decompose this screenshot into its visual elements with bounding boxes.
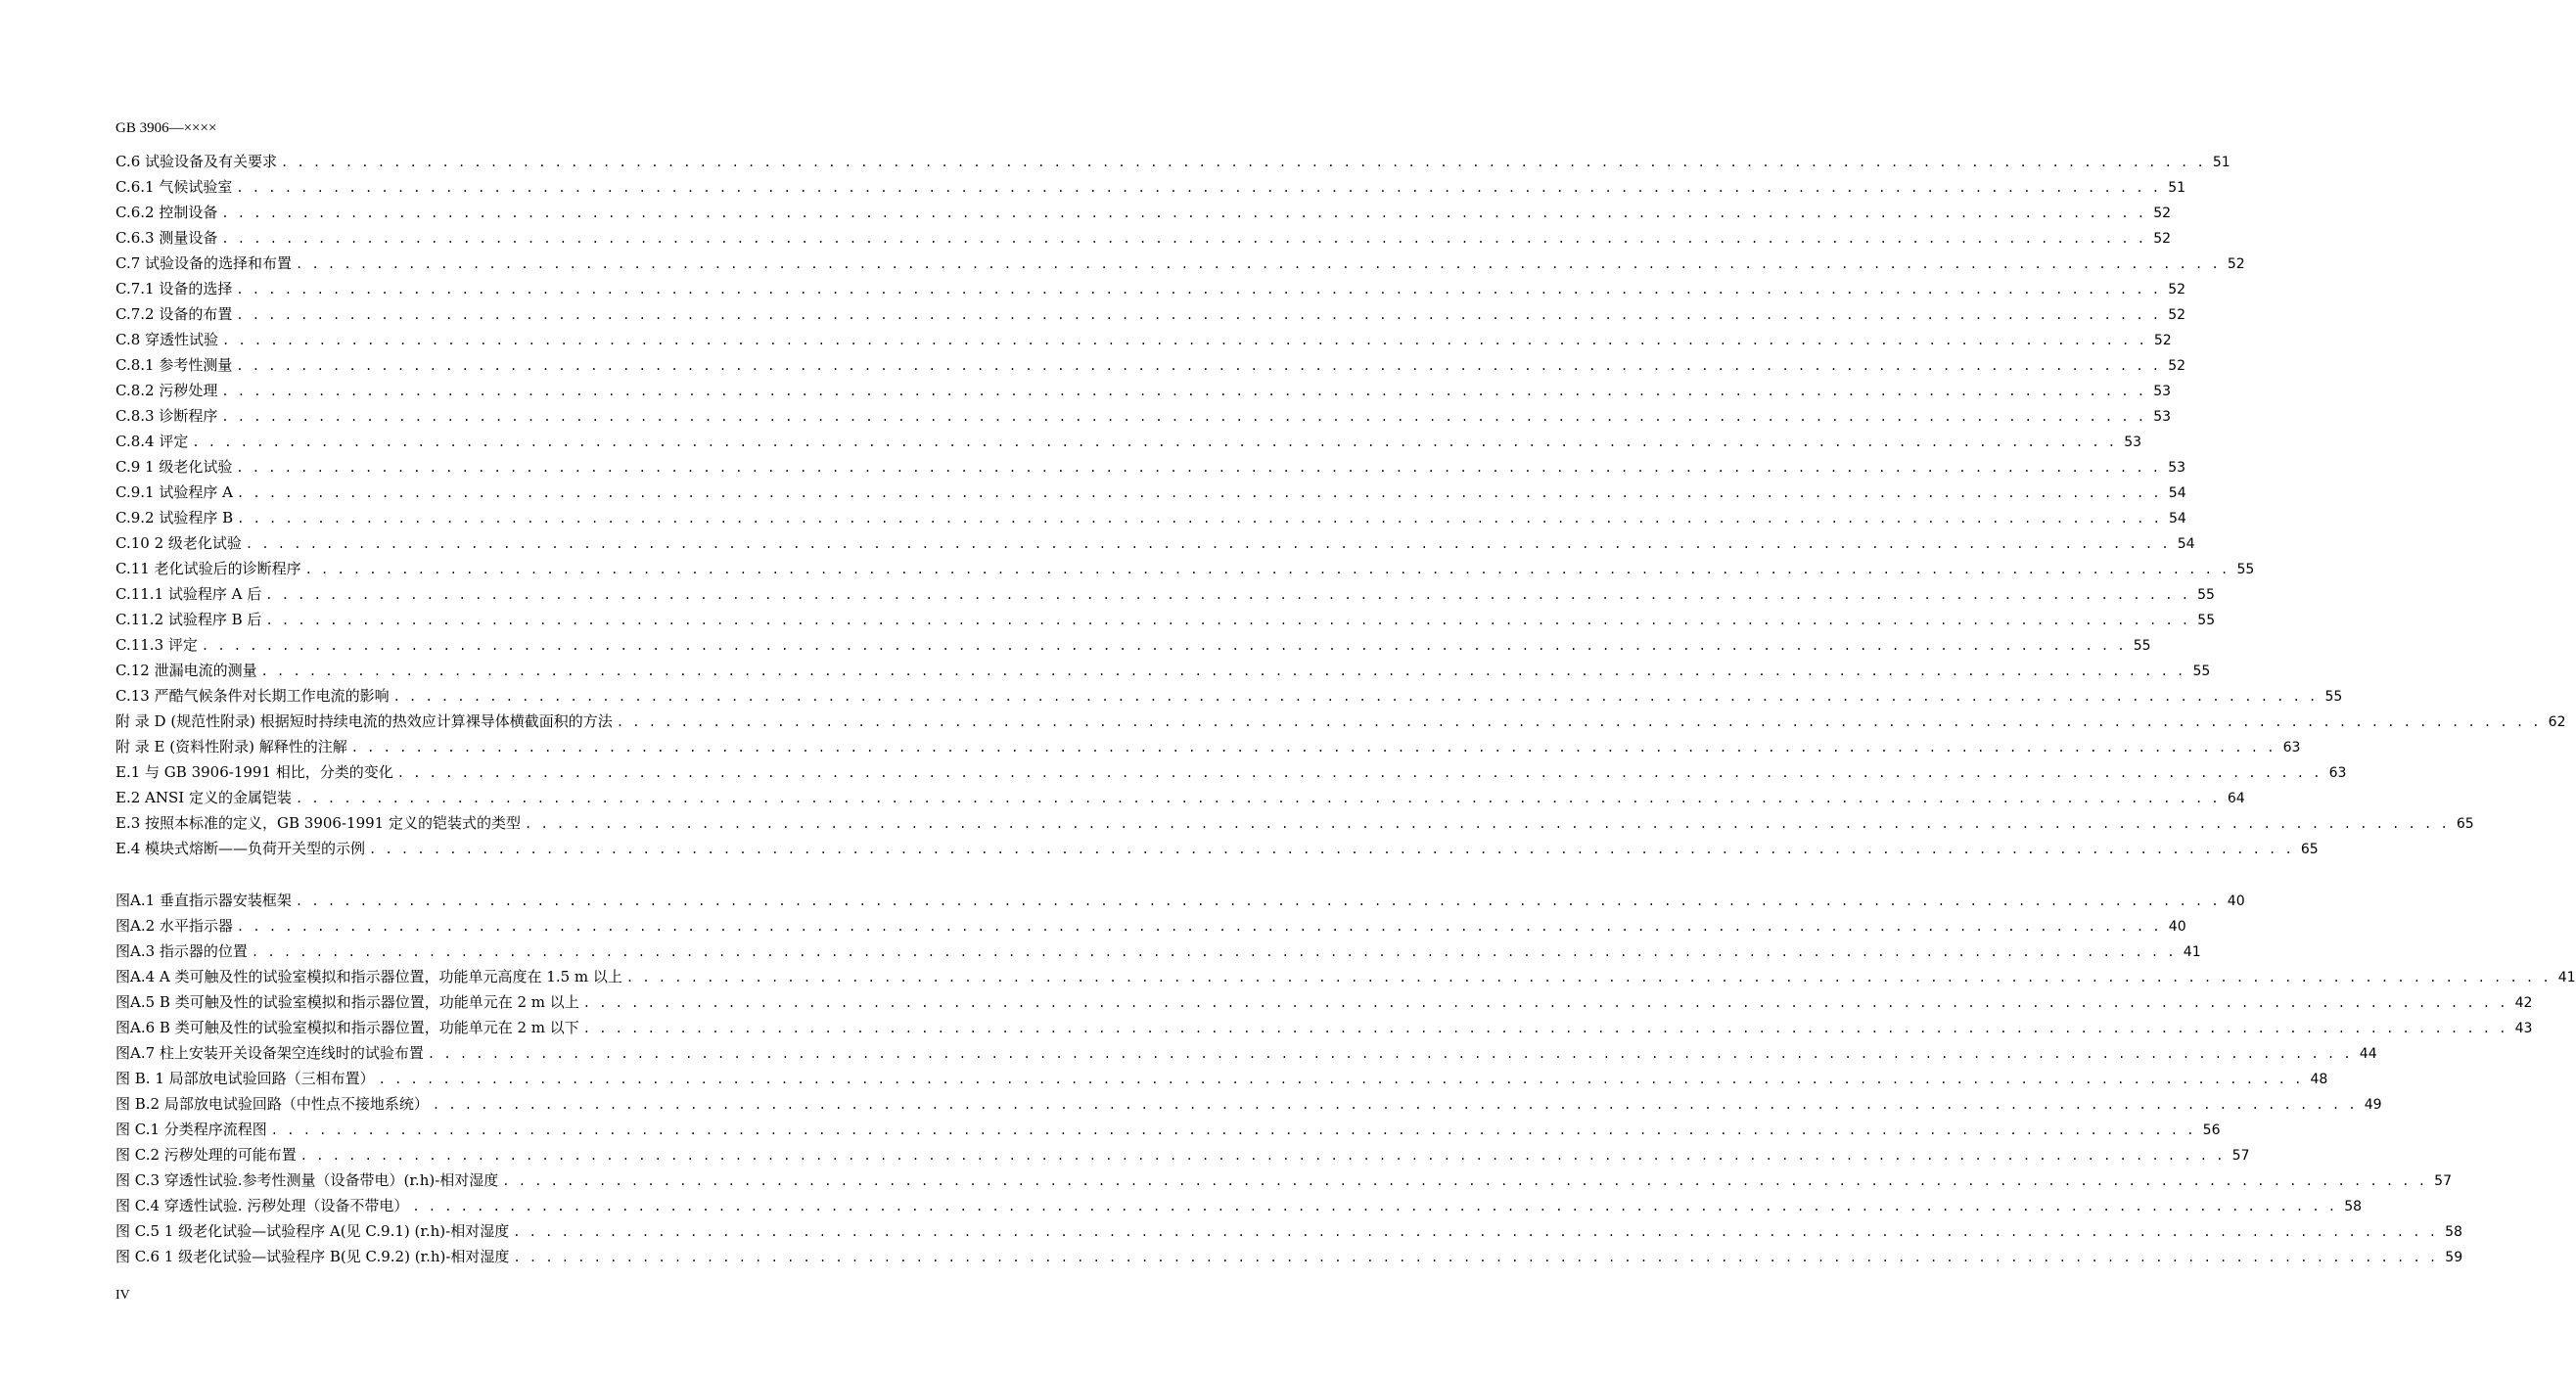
toc-entry-page: 53 xyxy=(2124,435,2142,450)
toc-entry[interactable] xyxy=(115,480,2186,505)
dot-leader: . . . . . . . . . . . . . . . . . . . . . . . . . . . . . . . . . . . . . . . . . . . . . . . . . . . . . . . . . . . . . . . . . . . . . . . . . . . . . . . . . . . . . . . . . . . . . . . . . . . . . . . . . . . . . . . . . . . . . . . . xyxy=(432,1098,2357,1112)
toc-entry-page: 55 xyxy=(2324,689,2343,705)
dot-leader: . . . . . . . . . . . . . . . . . . . . . . . . . . . . . . . . . . . . . . . . . . . . . . . . . . . . . . . . . . . . . . . . . . . . . . . . . . . . . . . . . . . . . . . . . . . . . . . . . . . . . . . . . . . . . . . . . . . . . . . . xyxy=(378,1073,2303,1086)
dot-leader: . . . . . . . . . . . . . . . . . . . . . . . . . . . . . . . . . . . . . . . . . . . . . . . . . . . . . . . . . . . . . . . . . . . . . . . . . . . . . . . . . . . . . . . . . . . . . . . . . . . . . . . . . . . . . . . . . . . . . . . . xyxy=(236,920,2161,934)
toc-entry-title: C.7 试验设备的选择和布置 xyxy=(115,254,293,272)
dot-leader: . . . . . . . . . . . . . . . . . . . . . . . . . . . . . . . . . . . . . . . . . . . . . . . . . . . . . . . . . . . . . . . . . . . . . . . . . . . . . . . . . . . . . . . . . . . . . . . . . . . . . . . . . . . . . . . . . . . . . . . . xyxy=(582,996,2507,1010)
toc-entry-title: 图 C.6 1 级老化试验—试验程序 B(见 C.9.2) (r.h)-相对湿度 xyxy=(115,1248,510,1265)
dot-leader: . . . . . . . . . . . . . . . . . . . . . . . . . . . . . . . . . . . . . . . . . . . . . . . . . . . . . . . . . . . . . . . . . . . . . . . . . . . . . . . . . . . . . . . . . . . . . . . . . . . . . . . . . . . . . . . . . . . . . . . . xyxy=(221,232,2146,246)
toc-entry[interactable] xyxy=(115,734,2301,759)
toc-entry-title: 图 C.2 污秽处理的可能布置 xyxy=(115,1146,297,1164)
dot-leader: . . . . . . . . . . . . . . . . . . . . . . . . . . . . . . . . . . . . . . . . . . . . . . . . . . . . . . . . . . . . . . . . . . . . . . . . . . . . . . . . . . . . . . . . . . . . . . . . . . . . . . . . . . . . . . . . . . . . . . . . xyxy=(369,843,2293,856)
toc-entry[interactable] xyxy=(115,607,2216,632)
toc-entry-title: C.9 1 级老化试验 xyxy=(115,458,233,476)
toc-entry[interactable] xyxy=(115,581,2215,607)
toc-entry[interactable] xyxy=(115,352,2186,378)
toc-entry-title: 图A.1 垂直指示器安装框架 xyxy=(115,892,292,909)
toc-entry-page: 43 xyxy=(2514,1021,2533,1036)
toc-entry[interactable] xyxy=(115,888,2245,913)
toc-entry-page: 52 xyxy=(2153,231,2172,247)
toc-entry-title: 图 B.2 局部放电试验回路（中性点不接地系统） xyxy=(115,1095,429,1113)
toc-entry-title: C.6 试验设备及有关要求 xyxy=(115,153,278,170)
toc-entry-page: 52 xyxy=(2227,256,2245,272)
toc-entry-title: 图 C.3 穿透性试验.参考性测量（设备带电）(r.h)-相对湿度 xyxy=(115,1171,499,1189)
dot-leader: . . . . . . . . . . . . . . . . . . . . . . . . . . . . . . . . . . . . . . . . . . . . . . . . . . . . . . . . . . . . . . . . . . . . . . . . . . . . . . . . . . . . . . . . . . . . . . . . . . . . . . . . . . . . . . . . . . . . . . . . xyxy=(236,461,2161,475)
toc-entry[interactable] xyxy=(115,378,2172,403)
toc-entry-title: C.8 穿透性试验 xyxy=(115,331,219,348)
toc-entry-title: 图 B. 1 局部放电试验回路（三相布置） xyxy=(115,1070,375,1087)
toc-entry-page: 65 xyxy=(2300,842,2319,857)
dot-leader: . . . . . . . . . . . . . . . . . . . . . . . . . . . . . . . . . . . . . . . . . . . . . . . . . . . . . . . . . . . . . . . . . . . . . . . . . . . . . . . . . . . . . . . . . . . . . . . . . . . . . . . . . . . . . . . . . . . . . . . . xyxy=(265,614,2190,627)
toc-entry[interactable] xyxy=(115,964,2576,989)
toc-entry-title: 图 C.1 分类程序流程图 xyxy=(115,1121,267,1138)
section-gap xyxy=(115,861,878,888)
dot-leader: . . . . . . . . . . . . . . . . . . . . . . . . . . . . . . . . . . . . . . . . . . . . . . . . . . . . . . . . . . . . . . . . . . . . . . . . . . . . . . . . . . . . . . . . . . . . . . . . . . . . . . . . . . . . . . . . . . . . . . . . xyxy=(237,512,2161,526)
toc-entry[interactable] xyxy=(115,810,2474,836)
toc-entry-title: C.7.1 设备的选择 xyxy=(115,280,233,298)
toc-section-figures xyxy=(115,888,2576,1269)
toc-entry[interactable] xyxy=(115,1015,2533,1040)
dot-leader: . . . . . . . . . . . . . . . . . . . . . . . . . . . . . . . . . . . . . . . . . . . . . . . . . . . . . . . . . . . . . . . . . . . . . . . . . . . . . . . . . . . . . . . . . . . . . . . . . . . . . . . . . . . . . . . . . . . . . . . . xyxy=(270,1123,2195,1137)
toc-entry-title: 图A.7 柱上安装开关设备架空连线时的试验布置 xyxy=(115,1044,424,1062)
toc-entry[interactable] xyxy=(115,913,2186,939)
toc-entry-title: C.12 泄漏电流的测量 xyxy=(115,662,257,679)
dot-leader: . . . . . . . . . . . . . . . . . . . . . . . . . . . . . . . . . . . . . . . . . . . . . . . . . . . . . . . . . . . . . . . . . . . . . . . . . . . . . . . . . . . . . . . . . . . . . . . . . . . . . . . . . . . . . . . . . . . . . . . . xyxy=(625,971,2551,985)
toc-entry[interactable] xyxy=(115,1193,2363,1218)
toc-entry-title: C.8.1 参考性测量 xyxy=(115,356,233,374)
toc-entry-page: 53 xyxy=(2153,409,2172,425)
toc-entry[interactable] xyxy=(115,530,2195,556)
page-number: IV xyxy=(115,1288,130,1303)
dot-leader: . . . . . . . . . . . . . . . . . . . . . . . . . . . . . . . . . . . . . . . . . . . . . . . . . . . . . . . . . . . . . . . . . . . . . . . . . . . . . . . . . . . . . . . . . . . . . . . . . . . . . . . . . . . . . . . . . . . . . . . . xyxy=(236,486,2161,500)
toc-entry-page: 40 xyxy=(2168,919,2186,935)
dot-leader: . . . . . . . . . . . . . . . . . . . . . . . . . . . . . . . . . . . . . . . . . . . . . . . . . . . . . . . . . . . . . . . . . . . . . . . . . . . . . . . . . . . . . . . . . . . . . . . . . . . . . . . . . . . . . . . . . . . . . . . . xyxy=(221,410,2146,424)
toc-entry-page: 51 xyxy=(2212,155,2231,170)
toc-entry-page: 52 xyxy=(2168,282,2186,298)
dot-leader: . . . . . . . . . . . . . . . . . . . . . . . . . . . . . . . . . . . . . . . . . . . . . . . . . . . . . . . . . . . . . . . . . . . . . . . . . . . . . . . . . . . . . . . . . . . . . . . . . . . . . . . . . . . . . . . . . . . . . . . . xyxy=(525,817,2449,831)
dot-leader: . . . . . . . . . . . . . . . . . . . . . . . . . . . . . . . . . . . . . . . . . . . . . . . . . . . . . . . . . . . . . . . . . . . . . . . . . . . . . . . . . . . . . . . . . . . . . . . . . . . . . . . . . . . . . . . . . . . . . . . . xyxy=(295,792,2220,805)
toc-entry-title: 附 录 D (规范性附录) 根据短时持续电流的热效应计算裸导体横截面积的方法 xyxy=(115,712,613,730)
toc-entry-title: 图A.3 指示器的位置 xyxy=(115,942,248,960)
toc-entry[interactable] xyxy=(115,149,2231,174)
toc-entry[interactable] xyxy=(115,200,2172,225)
toc-entry[interactable] xyxy=(115,658,2211,683)
toc-entry-page: 56 xyxy=(2202,1122,2221,1138)
toc-entry-title: C.7.2 设备的布置 xyxy=(115,305,233,323)
toc-entry[interactable] xyxy=(115,709,2566,734)
toc-entry-title: 图A.2 水平指示器 xyxy=(115,917,233,935)
dot-leader: . . . . . . . . . . . . . . . . . . . . . . . . . . . . . . . . . . . . . . . . . . . . . . . . . . . . . . . . . . . . . . . . . . . . . . . . . . . . . . . . . . . . . . . . . . . . . . . . . . . . . . . . . . . . . . . . . . . . . . . . xyxy=(296,257,2220,271)
dot-leader: . . . . . . . . . . . . . . . . . . . . . . . . . . . . . . . . . . . . . . . . . . . . . . . . . . . . . . . . . . . . . . . . . . . . . . . . . . . . . . . . . . . . . . . . . . . . . . . . . . . . . . . . . . . . . . . . . . . . . . . . xyxy=(201,639,2126,653)
toc-entry[interactable] xyxy=(115,301,2186,327)
toc-entry-title: C.8.2 污秽处理 xyxy=(115,382,218,399)
toc-entry[interactable] xyxy=(115,276,2186,301)
toc-entry-page: 44 xyxy=(2359,1046,2377,1062)
dot-leader: . . . . . . . . . . . . . . . . . . . . . . . . . . . . . . . . . . . . . . . . . . . . . . . . . . . . . . . . . . . . . . . . . . . . . . . . . . . . . . . . . . . . . . . . . . . . . . . . . . . . . . . . . . . . . . . . . . . . . . . . xyxy=(260,664,2185,678)
toc-entry-page: 55 xyxy=(2197,587,2215,603)
toc-entry-page: 48 xyxy=(2310,1072,2328,1087)
toc-entry[interactable] xyxy=(115,556,2255,581)
toc-entry[interactable] xyxy=(115,454,2186,480)
dot-leader: . . . . . . . . . . . . . . . . . . . . . . . . . . . . . . . . . . . . . . . . . . . . . . . . . . . . . . . . . . . . . . . . . . . . . . . . . . . . . . . . . . . . . . . . . . . . . . . . . . . . . . . . . . . . . . . . . . . . . . . . xyxy=(245,537,2170,551)
dot-leader: . . . . . . . . . . . . . . . . . . . . . . . . . . . . . . . . . . . . . . . . . . . . . . . . . . . . . . . . . . . . . . . . . . . . . . . . . . . . . . . . . . . . . . . . . . . . . . . . . . . . . . . . . . . . . . . . . . . . . . . . xyxy=(236,308,2161,322)
toc-entry-page: 55 xyxy=(2192,664,2211,679)
toc-entry-page: 54 xyxy=(2177,536,2195,552)
dot-leader: . . . . . . . . . . . . . . . . . . . . . . . . . . . . . . . . . . . . . . . . . . . . . . . . . . . . . . . . . . . . . . . . . . . . . . . . . . . . . . . . . . . . . . . . . . . . . . . . . . . . . . . . . . . . . . . . . . . . . . . . xyxy=(251,945,2176,959)
dot-leader: . . . . . . . . . . . . . . . . . . . . . . . . . . . . . . . . . . . . . . . . . . . . . . . . . . . . . . . . . . . . . . . . . . . . . . . . . . . . . . . . . . . . . . . . . . . . . . . . . . . . . . . . . . . . . . . . . . . . . . . . xyxy=(616,715,2541,729)
toc-section-contents xyxy=(115,149,2566,861)
dot-leader: . . . . . . . . . . . . . . . . . . . . . . . . . . . . . . . . . . . . . . . . . . . . . . . . . . . . . . . . . . . . . . . . . . . . . . . . . . . . . . . . . . . . . . . . . . . . . . . . . . . . . . . . . . . . . . . . . . . . . . . . xyxy=(513,1251,2438,1264)
toc-entry[interactable] xyxy=(115,1040,2377,1066)
toc-entry-title: 附 录 E (资料性附录) 解释性的注解 xyxy=(115,738,347,756)
toc-entry[interactable] xyxy=(115,759,2347,785)
toc-entry[interactable] xyxy=(115,836,2319,861)
toc-entry-title: C.11.1 试验程序 A 后 xyxy=(115,585,262,603)
dot-leader: . . . . . . . . . . . . . . . . . . . . . . . . . . . . . . . . . . . . . . . . . . . . . . . . . . . . . . . . . . . . . . . . . . . . . . . . . . . . . . . . . . . . . . . . . . . . . . . . . . . . . . . . . . . . . . . . . . . . . . . . xyxy=(265,588,2189,602)
toc-entry[interactable] xyxy=(115,785,2245,810)
toc-entry-page: 55 xyxy=(2133,638,2151,654)
toc-entry-page: 64 xyxy=(2227,791,2245,806)
toc-entry-page: 53 xyxy=(2153,384,2172,399)
dot-leader: . . . . . . . . . . . . . . . . . . . . . . . . . . . . . . . . . . . . . . . . . . . . . . . . . . . . . . . . . . . . . . . . . . . . . . . . . . . . . . . . . . . . . . . . . . . . . . . . . . . . . . . . . . . . . . . . . . . . . . . . xyxy=(221,206,2146,220)
toc-entry-title: C.8.4 评定 xyxy=(115,433,189,450)
toc-entry-page: 52 xyxy=(2153,206,2172,221)
dot-leader: . . . . . . . . . . . . . . . . . . . . . . . . . . . . . . . . . . . . . . . . . . . . . . . . . . . . . . . . . . . . . . . . . . . . . . . . . . . . . . . . . . . . . . . . . . . . . . . . . . . . . . . . . . . . . . . . . . . . . . . . xyxy=(582,1022,2507,1035)
toc-entry-title: C.11 老化试验后的诊断程序 xyxy=(115,560,301,577)
toc-entry[interactable] xyxy=(115,1244,2463,1269)
toc-entry-title: 图 C.4 穿透性试验. 污秽处理（设备不带电） xyxy=(115,1197,409,1214)
toc-entry-title: 图A.5 B 类可触及性的试验室模拟和指示器位置，功能单元在 2 m 以上 xyxy=(115,993,579,1011)
toc-entry-page: 63 xyxy=(2328,765,2347,781)
toc-entry-page: 41 xyxy=(2183,944,2201,960)
dot-leader: . . . . . . . . . . . . . . . . . . . . . . . . . . . . . . . . . . . . . . . . . . . . . . . . . . . . . . . . . . . . . . . . . . . . . . . . . . . . . . . . . . . . . . . . . . . . . . . . . . . . . . . . . . . . . . . . . . . . . . . . xyxy=(392,690,2318,704)
toc-entry[interactable] xyxy=(115,1091,2382,1117)
toc-entry-title: E.2 ANSI 定义的金属铠装 xyxy=(115,789,292,806)
toc-entry-page: 52 xyxy=(2168,307,2186,323)
toc-entry-page: 58 xyxy=(2445,1224,2462,1240)
toc-entry-title: C.11.3 评定 xyxy=(115,636,198,654)
toc-entry-page: 41 xyxy=(2557,970,2576,985)
dot-leader: . . . . . . . . . . . . . . . . . . . . . . . . . . . . . . . . . . . . . . . . . . . . . . . . . . . . . . . . . . . . . . . . . . . . . . . . . . . . . . . . . . . . . . . . . . . . . . . . . . . . . . . . . . . . . . . . . . . . . . . . xyxy=(502,1174,2426,1188)
toc-entry[interactable] xyxy=(115,505,2186,530)
toc-entry-title: 图 C.5 1 级老化试验—试验程序 A(见 C.9.1) (r.h)-相对湿度 xyxy=(115,1222,510,1240)
toc-entry[interactable] xyxy=(115,251,2245,276)
toc-entry-title: E.1 与 GB 3906-1991 相比，分类的变化 xyxy=(115,763,393,781)
toc-entry-title: E.4 模块式熔断——负荷开关型的示例 xyxy=(115,840,366,857)
toc-entry[interactable] xyxy=(115,1066,2328,1091)
dot-leader: . . . . . . . . . . . . . . . . . . . . . . . . . . . . . . . . . . . . . . . . . . . . . . . . . . . . . . . . . . . . . . . . . . . . . . . . . . . . . . . . . . . . . . . . . . . . . . . . . . . . . . . . . . . . . . . . . . . . . . . . xyxy=(299,1149,2225,1163)
dot-leader: . . . . . . . . . . . . . . . . . . . . . . . . . . . . . . . . . . . . . . . . . . . . . . . . . . . . . . . . . . . . . . . . . . . . . . . . . . . . . . . . . . . . . . . . . . . . . . . . . . . . . . . . . . . . . . . . . . . . . . . . xyxy=(396,766,2322,780)
toc-entry-page: 55 xyxy=(2197,613,2216,628)
toc-entry-page: 40 xyxy=(2227,893,2245,909)
toc-entry-title: C.9.2 试验程序 B xyxy=(115,509,234,527)
toc-entry[interactable] xyxy=(115,403,2172,429)
toc-entry-title: C.8.3 诊断程序 xyxy=(115,407,218,425)
table-of-contents xyxy=(115,149,2576,1269)
toc-entry[interactable] xyxy=(115,429,2142,454)
toc-entry-title: 图A.6 B 类可触及性的试验室模拟和指示器位置，功能单元在 2 m 以下 xyxy=(115,1019,579,1036)
toc-entry-title: C.6.1 气候试验室 xyxy=(115,178,233,196)
dot-leader: . . . . . . . . . . . . . . . . . . . . . . . . . . . . . . . . . . . . . . . . . . . . . . . . . . . . . . . . . . . . . . . . . . . . . . . . . . . . . . . . . . . . . . . . . . . . . . . . . . . . . . . . . . . . . . . . . . . . . . . . xyxy=(295,894,2220,908)
dot-leader: . . . . . . . . . . . . . . . . . . . . . . . . . . . . . . . . . . . . . . . . . . . . . . . . . . . . . . . . . . . . . . . . . . . . . . . . . . . . . . . . . . . . . . . . . . . . . . . . . . . . . . . . . . . . . . . . . . . . . . . . xyxy=(513,1225,2437,1239)
dot-leader: . . . . . . . . . . . . . . . . . . . . . . . . . . . . . . . . . . . . . . . . . . . . . . . . . . . . . . . . . . . . . . . . . . . . . . . . . . . . . . . . . . . . . . . . . . . . . . . . . . . . . . . . . . . . . . . . . . . . . . . . xyxy=(236,283,2161,297)
toc-entry[interactable] xyxy=(115,1117,2221,1142)
toc-entry[interactable] xyxy=(115,989,2533,1015)
dot-leader: . . . . . . . . . . . . . . . . . . . . . . . . . . . . . . . . . . . . . . . . . . . . . . . . . . . . . . . . . . . . . . . . . . . . . . . . . . . . . . . . . . . . . . . . . . . . . . . . . . . . . . . . . . . . . . . . . . . . . . . . xyxy=(412,1200,2337,1214)
toc-entry-page: 52 xyxy=(2168,358,2186,374)
dot-leader: . . . . . . . . . . . . . . . . . . . . . . . . . . . . . . . . . . . . . . . . . . . . . . . . . . . . . . . . . . . . . . . . . . . . . . . . . . . . . . . . . . . . . . . . . . . . . . . . . . . . . . . . . . . . . . . . . . . . . . . . xyxy=(192,435,2117,449)
toc-entry-page: 49 xyxy=(2364,1097,2382,1113)
document-code: GB 3906—×××× xyxy=(115,120,217,136)
toc-entry-page: 63 xyxy=(2282,740,2301,756)
toc-entry[interactable] xyxy=(115,683,2343,709)
toc-entry-page: 58 xyxy=(2344,1199,2363,1214)
toc-entry[interactable] xyxy=(115,174,2186,200)
toc-entry-title: C.13 严酷气候条件对长期工作电流的影响 xyxy=(115,687,390,705)
toc-entry[interactable] xyxy=(115,225,2172,251)
dot-leader: . . . . . . . . . . . . . . . . . . . . . . . . . . . . . . . . . . . . . . . . . . . . . . . . . . . . . . . . . . . . . . . . . . . . . . . . . . . . . . . . . . . . . . . . . . . . . . . . . . . . . . . . . . . . . . . . . . . . . . . . xyxy=(427,1047,2352,1061)
toc-entry-title: 图A.4 A 类可触及性的试验室模拟和指示器位置，功能单元高度在 1.5 m 以上 xyxy=(115,968,622,985)
dot-leader: . . . . . . . . . . . . . . . . . . . . . . . . . . . . . . . . . . . . . . . . . . . . . . . . . . . . . . . . . . . . . . . . . . . . . . . . . . . . . . . . . . . . . . . . . . . . . . . . . . . . . . . . . . . . . . . . . . . . . . . . xyxy=(222,334,2146,347)
toc-entry[interactable] xyxy=(115,939,2201,964)
toc-entry[interactable] xyxy=(115,632,2151,658)
toc-entry-page: 54 xyxy=(2168,485,2186,501)
toc-entry[interactable] xyxy=(115,1142,2250,1168)
toc-entry-page: 54 xyxy=(2168,511,2186,527)
toc-entry-page: 51 xyxy=(2168,180,2186,196)
toc-entry-page: 62 xyxy=(2548,714,2566,730)
toc-entry-page: 53 xyxy=(2168,460,2186,476)
dot-leader: . . . . . . . . . . . . . . . . . . . . . . . . . . . . . . . . . . . . . . . . . . . . . . . . . . . . . . . . . . . . . . . . . . . . . . . . . . . . . . . . . . . . . . . . . . . . . . . . . . . . . . . . . . . . . . . . . . . . . . . . xyxy=(304,563,2230,576)
toc-entry-page: 57 xyxy=(2231,1148,2250,1164)
dot-leader: . . . . . . . . . . . . . . . . . . . . . . . . . . . . . . . . . . . . . . . . . . . . . . . . . . . . . . . . . . . . . . . . . . . . . . . . . . . . . . . . . . . . . . . . . . . . . . . . . . . . . . . . . . . . . . . . . . . . . . . . xyxy=(236,181,2161,195)
toc-entry-page: 55 xyxy=(2236,562,2255,577)
toc-entry-title: C.9.1 试验程序 A xyxy=(115,483,233,501)
toc-entry-page: 42 xyxy=(2514,995,2533,1011)
toc-entry-title: C.10 2 级老化试验 xyxy=(115,534,242,552)
toc-entry-title: C.11.2 试验程序 B 后 xyxy=(115,611,262,628)
dot-leader: . . . . . . . . . . . . . . . . . . . . . . . . . . . . . . . . . . . . . . . . . . . . . . . . . . . . . . . . . . . . . . . . . . . . . . . . . . . . . . . . . . . . . . . . . . . . . . . . . . . . . . . . . . . . . . . . . . . . . . . . xyxy=(221,385,2146,398)
dot-leader: . . . . . . . . . . . . . . . . . . . . . . . . . . . . . . . . . . . . . . . . . . . . . . . . . . . . . . . . . . . . . . . . . . . . . . . . . . . . . . . . . . . . . . . . . . . . . . . . . . . . . . . . . . . . . . . . . . . . . . . . xyxy=(281,156,2205,169)
toc-entry-page: 65 xyxy=(2456,816,2474,832)
toc-entry-page: 59 xyxy=(2445,1250,2463,1265)
toc-entry-title: E.3 按照本标准的定义，GB 3906-1991 定义的铠装式的类型 xyxy=(115,814,521,832)
toc-entry[interactable] xyxy=(115,327,2172,352)
toc-entry[interactable] xyxy=(115,1218,2462,1244)
toc-entry[interactable] xyxy=(115,1168,2452,1193)
toc-entry-title: C.6.2 控制设备 xyxy=(115,204,218,221)
dot-leader: . . . . . . . . . . . . . . . . . . . . . . . . . . . . . . . . . . . . . . . . . . . . . . . . . . . . . . . . . . . . . . . . . . . . . . . . . . . . . . . . . . . . . . . . . . . . . . . . . . . . . . . . . . . . . . . . . . . . . . . . xyxy=(236,359,2161,373)
dot-leader: . . . . . . . . . . . . . . . . . . . . . . . . . . . . . . . . . . . . . . . . . . . . . . . . . . . . . . . . . . . . . . . . . . . . . . . . . . . . . . . . . . . . . . . . . . . . . . . . . . . . . . . . . . . . . . . . . . . . . . . . xyxy=(350,741,2276,755)
toc-entry-page: 57 xyxy=(2434,1173,2452,1189)
toc-entry-title: C.6.3 测量设备 xyxy=(115,229,218,247)
toc-entry-page: 52 xyxy=(2153,333,2172,348)
